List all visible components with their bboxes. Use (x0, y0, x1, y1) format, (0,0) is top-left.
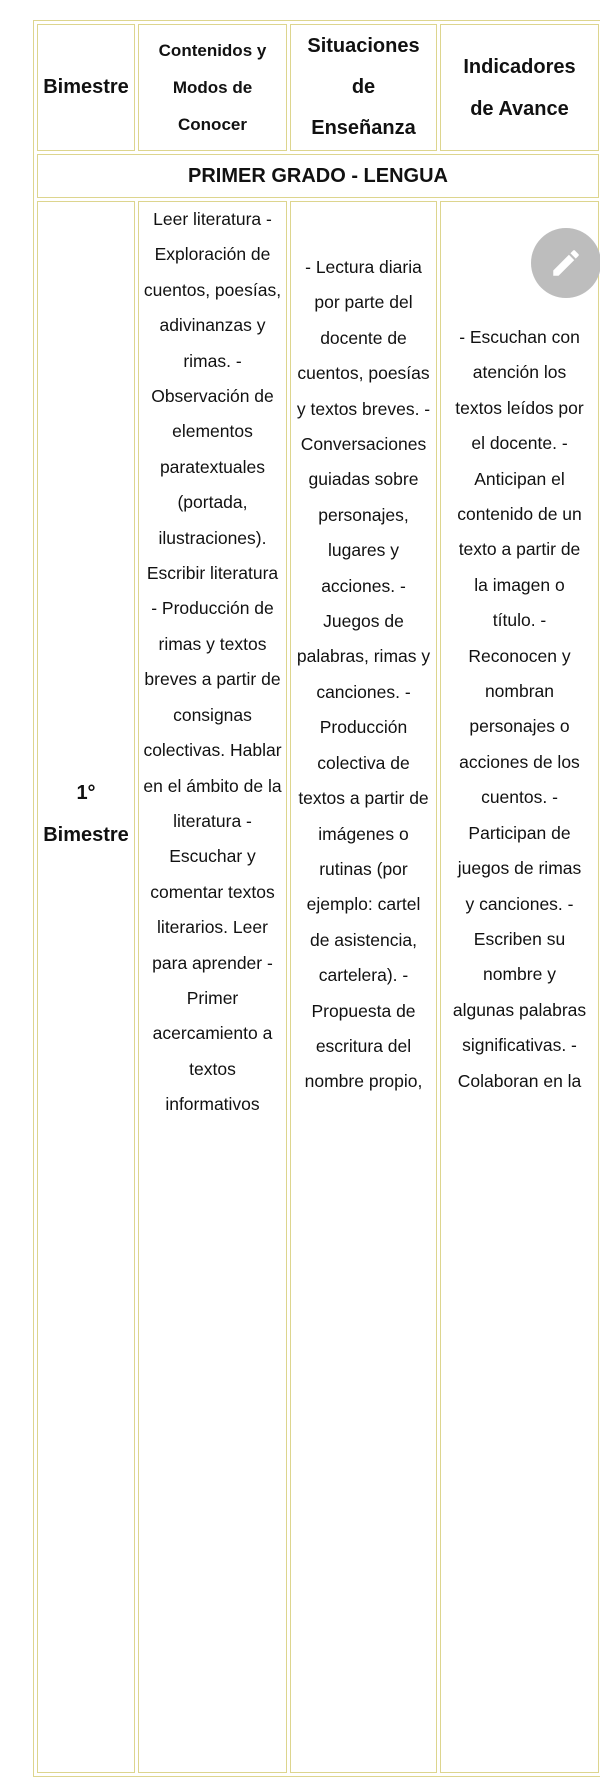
table-row (37, 201, 599, 1773)
header-row (37, 24, 599, 151)
header-situaciones (290, 24, 437, 151)
header-situaciones-text: Situaciones de Enseñanza (307, 35, 420, 139)
grade-row (37, 154, 599, 198)
pencil-icon (549, 246, 583, 280)
header-contenidos (138, 24, 287, 151)
cell-bimestre (37, 201, 135, 1773)
cell-contenidos: Leer literatura - Exploración de cuentos, poesías, adivinanzas y rimas. - Observación de elementos paratextuales (portada, ilustraciones). Escribir literatura - Producción de rimas y textos breves a partir de consignas colectivas. Hablar en el ámbito de la literatura - Escuchar y comentar textos literarios. Leer para aprender - Primer acercamiento a textos informativos (138, 201, 287, 1773)
grade-heading: PRIMER GRADO - LENGUA (37, 154, 599, 198)
header-bimestre: Bimestre (37, 24, 135, 151)
cell-bimestre-text: 1° Bimestre (43, 782, 129, 846)
header-indicadores (440, 24, 599, 151)
cell-situaciones: - Lectura diaria por parte del docente de cuentos, poesías y textos breves. - Conversaciones guiadas sobre personajes, lugares y acciones. - Juegos de palabras, rimas y canciones. - Producción colectiva de textos a partir de imágenes o rutinas (por ejemplo: cartel de asistencia, cartelera). - Propuesta de escritura del nombre propio, (290, 201, 437, 1773)
header-contenidos-text: Contenidos y Modos de Conocer (158, 41, 267, 134)
header-indicadores-text: Indicadores de Avance (463, 55, 576, 120)
cell-indicadores: - Escuchan con atención los textos leídos por el docente. - Anticipan el contenido de un texto a partir de la imagen o título. - Reconocen y nombran personajes o acciones de los cuentos. - Participan de juegos de rimas y canciones. - Escriben su nombre y algunas palabras significativas. - Colaboran en la (440, 201, 599, 1773)
edit-button[interactable] (531, 228, 600, 298)
plan-table (33, 20, 600, 1777)
